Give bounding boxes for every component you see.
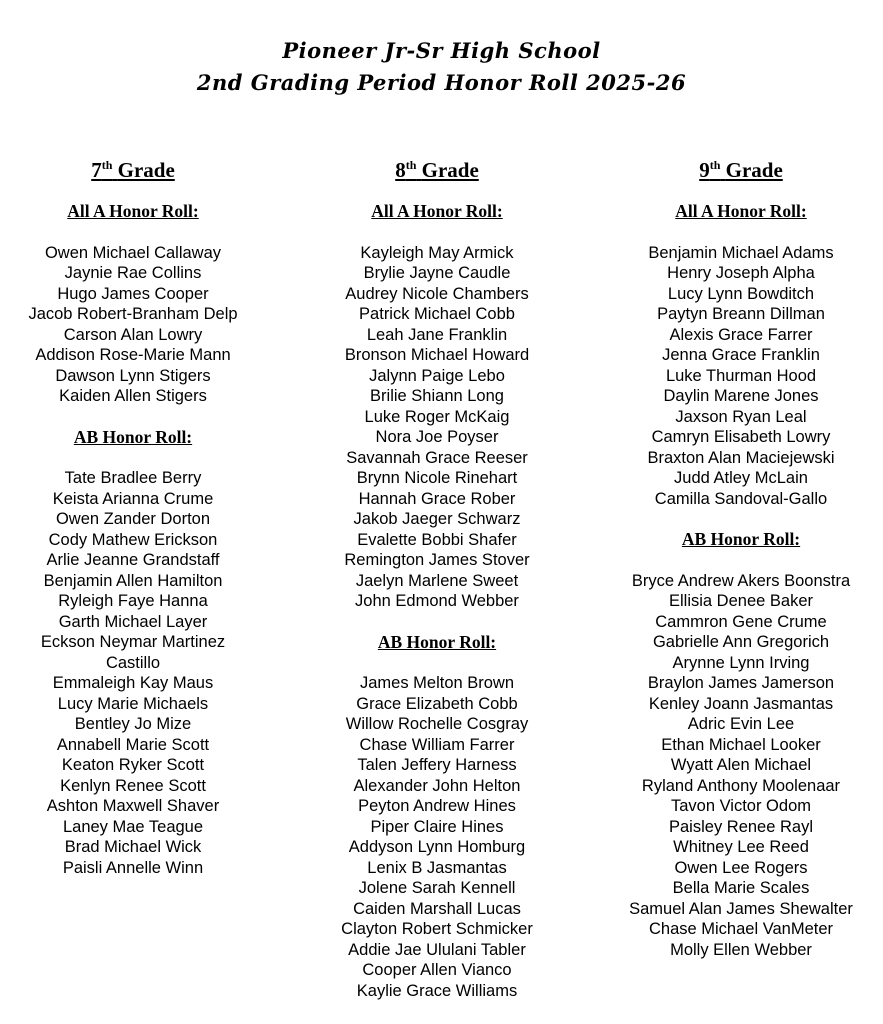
honor-roll-name: Paisley Renee Rayl (669, 817, 813, 836)
ab-name-list (0, 468, 278, 878)
honor-roll-name: Paytyn Breann Dillman (657, 305, 825, 323)
grade-number: 8 (395, 158, 406, 182)
grade-heading (596, 155, 883, 185)
ab-honor-roll-heading: AB Honor Roll: (681, 529, 801, 549)
honor-roll-name: John Edmond Webber (355, 592, 519, 610)
all-a-name-list (0, 243, 278, 407)
honor-roll-name: Luke Thurman Hood (665, 366, 817, 385)
honor-roll-name: Hugo James Cooper (57, 284, 209, 303)
ab-honor-roll-heading: AB Honor Roll: (377, 631, 497, 652)
honor-roll-name: James Melton Brown (359, 674, 515, 692)
honor-roll-name: Cody Mathew Erickson (48, 530, 218, 549)
honor-roll-name: Tavon Victor Odom (670, 797, 811, 815)
honor-roll-name: Benjamin Allen Hamilton (43, 571, 223, 590)
honor-roll-name: Owen Lee Rogers (674, 858, 808, 877)
honor-roll-name: Ryland Anthony Moolenaar (641, 776, 841, 795)
honor-roll-name: Grace Elizabeth Cobb (356, 694, 518, 713)
honor-roll-name: Jaynie Rae Collins (64, 264, 202, 282)
grade-heading (0, 155, 278, 185)
honor-roll-name: Leah Jane Franklin (366, 325, 508, 344)
honor-roll-name: Addyson Lynn Homburg (348, 838, 526, 856)
honor-roll-name: Patrick Michael Cobb (359, 305, 515, 323)
honor-roll-name: Adric Evin Lee (687, 715, 795, 733)
honor-roll-name: Lucy Marie Michaels (57, 694, 209, 713)
all-a-honor-roll-heading: All A Honor Roll: (67, 201, 199, 221)
grade-9-column (596, 155, 883, 960)
all-a-honor-roll-heading: All A Honor Roll: (675, 201, 807, 221)
honor-roll-name: Kaylie Grace Williams (356, 981, 518, 1000)
honor-roll-name: Arlie Jeanne Grandstaff (46, 551, 220, 569)
honor-roll-name: Addie Jae Ululani Tabler (348, 940, 526, 959)
honor-roll-name: Bella Marie Scales (672, 879, 810, 897)
grade-suffix: th (101, 158, 113, 172)
honor-roll-name: Whitney Lee Reed (673, 838, 809, 856)
honor-roll-name: Bentley Jo Mize (74, 715, 192, 733)
grade-word: Grade (117, 158, 175, 182)
honor-roll-name: Clayton Robert Schmicker (341, 920, 533, 938)
grade-word: Grade (725, 158, 783, 182)
honor-roll-name: Arynne Lynn Irving (672, 653, 810, 672)
honor-roll-name: Camilla Sandoval-Gallo (654, 489, 828, 508)
honor-roll-name: Gabrielle Ann Gregorich (652, 633, 830, 651)
honor-roll-name: Keaton Ryker Scott (61, 756, 205, 774)
grade-8-column (292, 155, 582, 1001)
honor-roll-name: Kaiden Allen Stigers (59, 387, 207, 405)
honor-roll-name: Tate Bradlee Berry (64, 469, 202, 487)
honor-roll-name: Ryleigh Faye Hanna (58, 592, 208, 610)
honor-roll-name: Alexis Grace Farrer (669, 325, 813, 344)
honor-roll-name: Nora Joe Poyser (375, 428, 499, 446)
grade-heading (292, 155, 582, 185)
honor-roll-name: Kenley Joann Jasmantas (648, 694, 834, 713)
honor-roll-name: Owen Zander Dorton (55, 510, 211, 528)
honor-roll-name: Jacob Robert-Branham Delp (28, 305, 238, 323)
all-a-honor-roll-heading: All A Honor Roll: (371, 201, 503, 221)
honor-roll-name: Cooper Allen Vianco (362, 961, 512, 979)
all-a-name-list (596, 243, 883, 510)
honor-roll-name: Lenix B Jasmantas (367, 858, 507, 877)
honor-roll-name: Kayleigh May Armick (360, 243, 514, 262)
honor-roll-name: Dawson Lynn Stigers (55, 366, 211, 385)
grade-7-column (0, 155, 278, 878)
honor-roll-name: Braylon James Jamerson (647, 674, 835, 692)
honor-roll-name: Brilie Shiann Long (370, 387, 504, 405)
honor-roll-name: Willow Rochelle Cosgray (345, 715, 529, 733)
honor-roll-name: Jaelyn Marlene Sweet (355, 571, 519, 590)
honor-roll-name: Piper Claire Hines (370, 817, 504, 836)
honor-roll-name: Jakob Jaeger Schwarz (353, 510, 521, 528)
honor-roll-name: Jaxson Ryan Leal (675, 407, 807, 426)
honor-roll-name: Wyatt Alen Michael (670, 756, 812, 774)
honor-roll-name: Ashton Maxwell Shaver (46, 797, 220, 815)
honor-roll-name: Hannah Grace Rober (358, 489, 516, 508)
document-title: Pioneer Jr-Sr High School (282, 38, 601, 63)
honor-roll-name: Benjamin Michael Adams (648, 243, 834, 262)
honor-roll-name: Braxton Alan Maciejewski (647, 448, 835, 467)
honor-roll-name: Molly Ellen Webber (670, 940, 812, 959)
grade-number: 7 (91, 158, 102, 182)
honor-roll-name: Jalynn Paige Lebo (369, 366, 505, 385)
honor-roll-name: Addison Rose-Marie Mann (35, 346, 231, 364)
all-a-name-list (292, 243, 582, 612)
honor-roll-name: Talen Jeffery Harness (357, 756, 517, 774)
honor-roll-name: Emmaleigh Kay Maus (52, 674, 214, 692)
honor-roll-name: Brad Michael Wick (64, 838, 202, 856)
grade-number: 9 (699, 158, 710, 182)
honor-roll-name: Brynn Nicole Rinehart (356, 469, 518, 487)
honor-roll-name: Evalette Bobbi Shafer (357, 530, 517, 549)
honor-roll-name: Keista Arianna Crume (52, 489, 214, 508)
honor-roll-name: Bryce Andrew Akers Boonstra (631, 571, 851, 590)
honor-roll-name: Camryn Elisabeth Lowry (651, 428, 831, 446)
honor-roll-name: Laney Mae Teague (62, 817, 204, 836)
ab-honor-roll-heading: AB Honor Roll: (73, 426, 193, 447)
honor-roll-name: Alexander John Helton (353, 776, 521, 795)
ab-name-list (292, 673, 582, 1001)
honor-roll-name: Paisli Annelle Winn (62, 858, 204, 877)
honor-roll-name: Ellisia Denee Baker (669, 592, 813, 610)
honor-roll-name: Savannah Grace Reeser (346, 448, 528, 467)
ab-name-list (596, 571, 883, 961)
honor-roll-name: Luke Roger McKaig (364, 407, 510, 426)
honor-roll-name: Cammron Gene Crume (655, 612, 827, 631)
honor-roll-name: Samuel Alan James Shewalter (629, 899, 853, 918)
honor-roll-name: Remington James Stover (344, 551, 530, 569)
honor-roll-name: Carson Alan Lowry (63, 325, 203, 344)
document-subtitle: 2nd Grading Period Honor Roll 2025-26 (196, 70, 687, 95)
honor-roll-name: Brylie Jayne Caudle (363, 264, 511, 282)
honor-roll-name: Lucy Lynn Bowditch (667, 284, 815, 303)
honor-roll-name: Garth Michael Layer (58, 612, 208, 631)
honor-roll-name: Eckson Neymar Martinez Castillo (40, 633, 226, 672)
honor-roll-name: Chase Michael VanMeter (648, 920, 834, 938)
honor-roll-name: Caiden Marshall Lucas (353, 899, 521, 918)
grade-suffix: th (405, 158, 417, 172)
honor-roll-name: Kenlyn Renee Scott (60, 776, 206, 795)
honor-roll-name: Judd Atley McLain (674, 469, 808, 487)
honor-roll-name: Peyton Andrew Hines (358, 797, 516, 815)
honor-roll-name: Bronson Michael Howard (344, 346, 530, 364)
honor-roll-name: Annabell Marie Scott (56, 735, 210, 754)
honor-roll-name: Jolene Sarah Kennell (358, 879, 516, 897)
grade-suffix: th (709, 158, 721, 172)
honor-roll-name: Owen Michael Callaway (44, 243, 222, 262)
grade-word: Grade (421, 158, 479, 182)
honor-roll-name: Henry Joseph Alpha (667, 264, 815, 282)
honor-roll-name: Ethan Michael Looker (661, 735, 821, 754)
honor-roll-name: Chase William Farrer (359, 735, 515, 754)
honor-roll-name: Jenna Grace Franklin (662, 346, 820, 364)
honor-roll-name: Audrey Nicole Chambers (345, 284, 529, 303)
honor-roll-name: Daylin Marene Jones (663, 387, 819, 405)
